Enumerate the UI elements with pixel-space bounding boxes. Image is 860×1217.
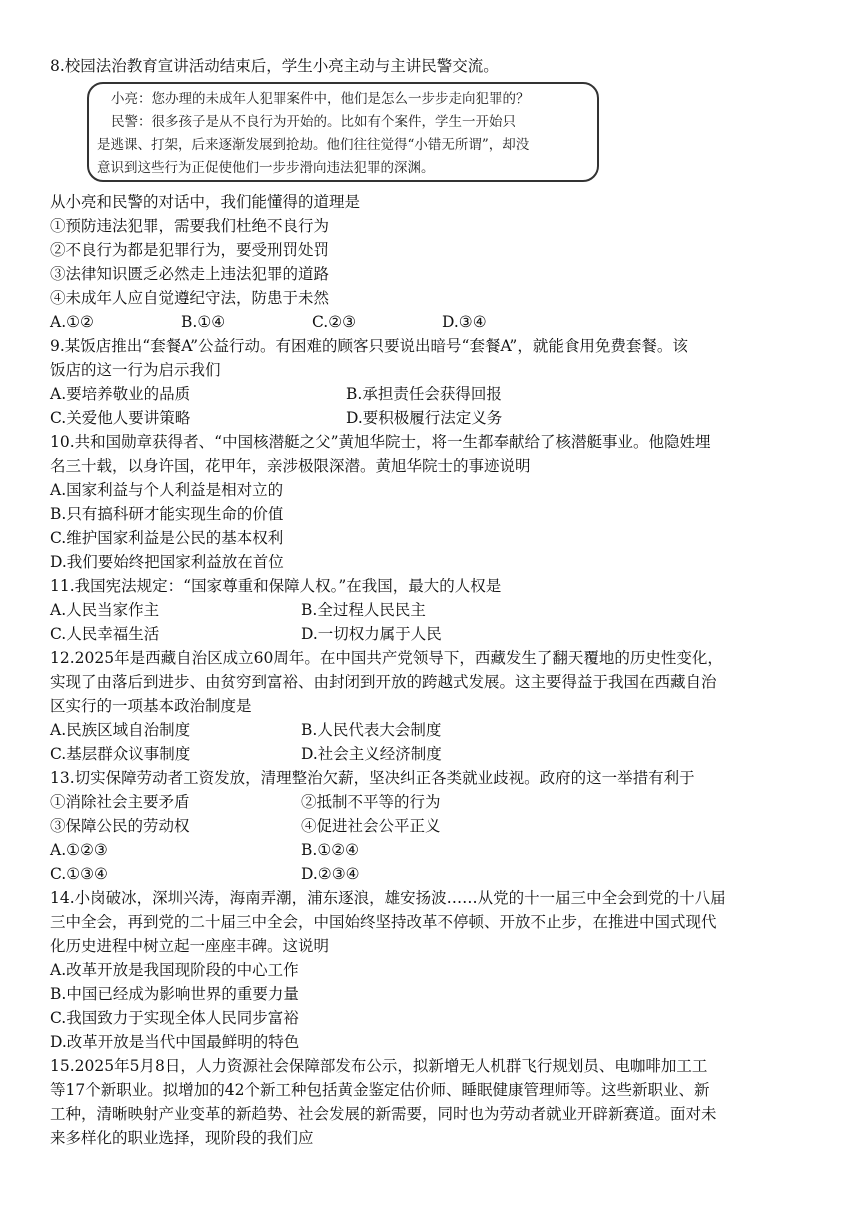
q13-item-3: ③保障公民的劳动权 [50,817,190,835]
q12-option-c: C.基层群众议事制度 [50,745,191,763]
q8-option-a: A.①② [50,313,94,331]
q8-option-d: D.③④ [442,313,487,331]
q14-option-c: C.我国致力于实现全体人民同步富裕 [50,1009,299,1027]
dialog-box [87,82,599,182]
q10-option-b: B.只有搞科研才能实现生命的价值 [50,505,284,523]
q8-option-b: B.①④ [181,313,226,331]
q14-stem-3: 化历史进程中树立起一座座丰碑。这说明 [50,937,330,955]
q8-item-2: ②不良行为都是犯罪行为，要受刑罚处罚 [50,241,330,259]
q11-stem: 11.我国宪法规定：“国家尊重和保障人权。”在我国，最大的人权是 [50,577,502,595]
dialog-line: 民警：很多孩子是从不良行为开始的。比如有个案件，学生一开始只 [111,114,516,130]
q9-stem-2: 饭店的这一行为启示我们 [50,361,221,379]
q14-stem-1: 14.小岗破冰，深圳兴涛，海南弄潮，浦东逐浪，雄安扬波……从党的十一届三中全会到党的十八届 [50,889,726,907]
q13-item-4: ④促进社会公平正义 [301,817,441,835]
q9-option-d: D.要积极履行法定义务 [346,409,503,427]
q13-item-2: ②抵制不平等的行为 [301,793,441,811]
q11-option-c: C.人民幸福生活 [50,625,160,643]
q8-question: 从小亮和民警的对话中，我们能懂得的道理是 [50,193,361,211]
q14-option-a: A.改革开放是我国现阶段的中心工作 [50,961,299,979]
q13-option-d: D.②③④ [301,865,360,883]
q13-stem: 13.切实保障劳动者工资发放，清理整治欠薪，坚决纠正各类就业歧视。政府的这一举措有利于 [50,769,695,787]
q14-option-d: D.改革开放是当代中国最鲜明的特色 [50,1033,300,1051]
q15-stem-3: 工种，清晰映射产业变革的新趋势、社会发展的新需要，同时也为劳动者就业开辟新赛道。面对未 [50,1105,717,1123]
dialog-line: 是逃课、打架，后来逐渐发展到抢劫。他们往往觉得“小错无所谓”，却没 [97,137,530,153]
q12-stem-2: 实现了由落后到进步、由贫穷到富裕、由封闭到开放的跨越式发展。这主要得益于我国在西藏自治 [50,673,717,691]
q9-option-a: A.要培养敬业的品质 [50,385,191,403]
q9-option-b: B.承担责任会获得回报 [346,385,502,403]
q8-item-1: ①预防违法犯罪，需要我们杜绝不良行为 [50,217,330,235]
q10-option-a: A.国家利益与个人利益是相对立的 [50,481,284,499]
q9-stem-1: 9.某饭店推出“套餐A”公益行动。有困难的顾客只要说出暗号“套餐A”，就能食用免费套餐。该 [50,337,688,355]
q12-option-d: D.社会主义经济制度 [301,745,442,763]
q11-option-a: A.人民当家作主 [50,601,160,619]
q11-option-b: B.全过程人民民主 [301,601,426,619]
q9-option-c: C.关爱他人要讲策略 [50,409,191,427]
q12-stem-3: 区实行的一项基本政治制度是 [50,697,252,715]
q15-stem-1: 15.2025年5月8日，人力资源社会保障部发布公示，拟新增无人机群飞行规划员、电咖啡加工工 [50,1057,708,1075]
q10-stem-1: 10.共和国勋章获得者、“中国核潜艇之父”黄旭华院士，将一生都奉献给了核潜艇事业。他隐姓埋 [50,433,711,451]
q13-option-a: A.①②③ [50,841,108,859]
q12-option-b: B.人民代表大会制度 [301,721,442,739]
q8-option-c: C.②③ [312,313,357,331]
q8-stem: 8.校园法治教育宣讲活动结束后，学生小亮主动与主讲民警交流。 [50,57,499,75]
q15-stem-2: 等17个新职业。拟增加的42个新工种包括黄金鉴定估价师、睡眠健康管理师等。这些新职业、新 [50,1081,710,1099]
q13-item-1: ①消除社会主要矛盾 [50,793,190,811]
q8-item-4: ④未成年人应自觉遵纪守法，防患于未然 [50,289,330,307]
q14-option-b: B.中国已经成为影响世界的重要力量 [50,985,299,1003]
q10-option-c: C.维护国家利益是公民的基本权利 [50,529,284,547]
q10-option-d: D.我们要始终把国家利益放在首位 [50,553,284,571]
q12-stem-1: 12.2025年是西藏自治区成立60周年。在中国共产党领导下，西藏发生了翻天覆地的历史性变化， [50,649,723,667]
q12-option-a: A.民族区域自治制度 [50,721,191,739]
q10-stem-2: 名三十载，以身许国，花甲年，亲涉极限深潜。黄旭华院士的事迹说明 [50,457,531,475]
q13-option-b: B.①②④ [301,841,360,859]
q15-stem-4: 来多样化的职业选择，现阶段的我们应 [50,1129,314,1147]
dialog-line: 意识到这些行为正促使他们一步步滑向违法犯罪的深渊。 [97,160,435,176]
q8-item-3: ③法律知识匮乏必然走上违法犯罪的道路 [50,265,330,283]
dialog-line: 小亮：您办理的未成年人犯罪案件中，他们是怎么一步步走向犯罪的？ [111,91,530,107]
q11-option-d: D.一切权力属于人民 [301,625,442,643]
q13-option-c: C.①③④ [50,865,108,883]
q14-stem-2: 三中全会，再到党的二十届三中全会，中国始终坚持改革不停顿、开放不止步，在推进中国式现代 [50,913,717,931]
